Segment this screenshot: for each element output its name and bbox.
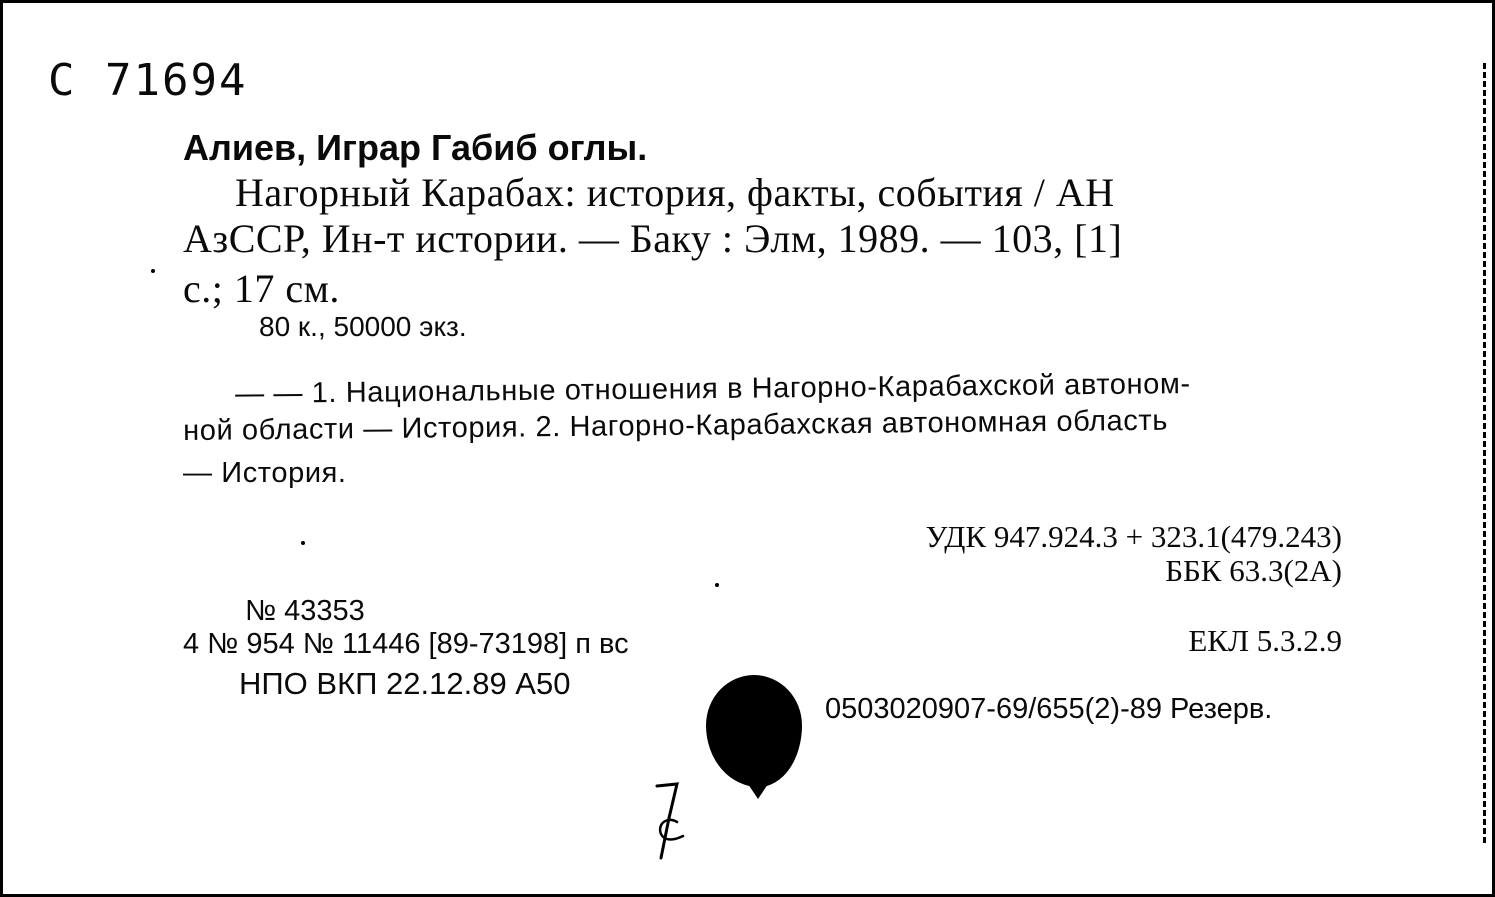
call-number: С 71694 xyxy=(48,55,248,106)
ink-blot-stamp xyxy=(706,675,802,787)
title-line-3: с.; 17 см. xyxy=(183,266,340,311)
speck xyxy=(151,269,155,273)
record-number: № 43353 xyxy=(245,595,365,627)
speck xyxy=(715,583,719,587)
price-and-print-run: 80 к., 50000 экз. xyxy=(259,311,467,342)
speck xyxy=(301,541,305,545)
title-line-1: Нагорный Карабах: история, факты, события / АН xyxy=(235,170,1115,215)
subjects-line-1: — — 1. Национальные отношения в Нагорно-Карабахской автоном- xyxy=(235,367,1191,410)
author-heading: Алиев, Играр Габиб оглы. xyxy=(183,127,648,168)
handwritten-mark xyxy=(643,778,693,873)
subjects-line-2: ной области — История. 2. Нагорно-Карабахская автономная область xyxy=(183,404,1169,447)
order-numbers: 4 № 954 № 11446 [89-73198] п вс xyxy=(183,628,629,660)
index-reserve-line: 0503020907-69/655(2)-89 Резерв. xyxy=(825,693,1273,725)
bbk-classification: ББК 63.3(2А) xyxy=(1165,553,1342,588)
title-line-2: АзССР, Ин-т истории. — Баку : Элм, 1989. — 103, [1] xyxy=(183,216,1123,261)
udk-classification: УДК 947.924.3 + 323.1(479.243) xyxy=(925,519,1342,554)
subjects-line-3: — История. xyxy=(183,457,347,489)
ekl-classification: ЕКЛ 5.3.2.9 xyxy=(1188,623,1342,658)
publisher-code: НПО ВКП 22.12.89 А50 xyxy=(239,666,571,701)
